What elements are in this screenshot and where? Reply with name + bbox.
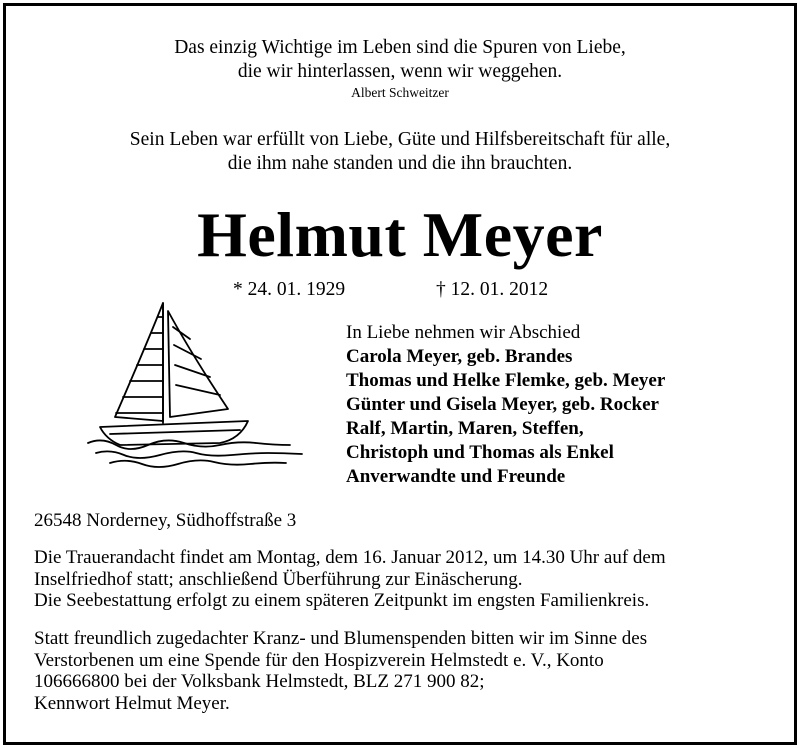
service-line-3: Die Seebestattung erfolgt zu einem späteren Zeitpunkt im engsten Familienkreis.: [34, 590, 650, 611]
tribute-line-2: die ihm nahe standen und die ihn brauchten.: [227, 153, 573, 174]
quote-line-2: die wir hinterlassen, wenn wir weggehen.: [237, 61, 563, 82]
donation-line-4: Kennwort Helmut Meyer.: [34, 692, 230, 714]
quote-author: Albert Schweitzer: [351, 85, 449, 100]
service-paragraph: [34, 547, 666, 612]
mourner-4: Ralf, Martin, Maren, Steffen,: [346, 418, 584, 439]
address: 26548 Norderney, Südhoffstraße 3: [34, 510, 297, 531]
birth-date: * 24. 01. 1929: [233, 279, 346, 300]
mourner-5: Christoph und Thomas als Enkel: [346, 442, 614, 463]
donation-line-1: Statt freundlich zugedachter Kranz- und Blumenspenden bitten wir im Sinne des: [34, 628, 648, 649]
death-date: † 12. 01. 2012: [436, 279, 549, 300]
mourner-1: Carola Meyer, geb. Brandes: [346, 346, 573, 367]
sailboat-icon: [80, 293, 312, 471]
deceased-name: Helmut Meyer: [197, 199, 603, 270]
donation-line-3: 106666800 bei der Volksbank Helmstedt, BLZ 271 900 82;: [34, 671, 485, 692]
mourner-2: Thomas und Helke Flemke, geb. Meyer: [346, 370, 666, 391]
mourner-6: Anverwandte und Freunde: [346, 466, 566, 487]
quote-line-1: Das einzig Wichtige im Leben sind die Spuren von Liebe,: [174, 37, 626, 58]
donation-paragraph: [34, 628, 647, 714]
service-line-2: Inselfriedhof statt; anschließend Überführung zur Einäscherung.: [34, 568, 523, 590]
tribute-line-1: Sein Leben war erfüllt von Liebe, Güte und Hilfsbereitschaft für alle,: [129, 129, 671, 150]
mourning-intro: In Liebe nehmen wir Abschied: [346, 322, 581, 343]
donation-line-2: Verstorbenen um eine Spende für den Hospizverein Helmstedt e. V., Konto: [34, 649, 604, 671]
service-line-1: Die Trauerandacht findet am Montag, dem 16. Januar 2012, um 14.30 Uhr auf dem: [34, 547, 666, 568]
mourner-3: Günter und Gisela Meyer, geb. Rocker: [346, 394, 659, 415]
